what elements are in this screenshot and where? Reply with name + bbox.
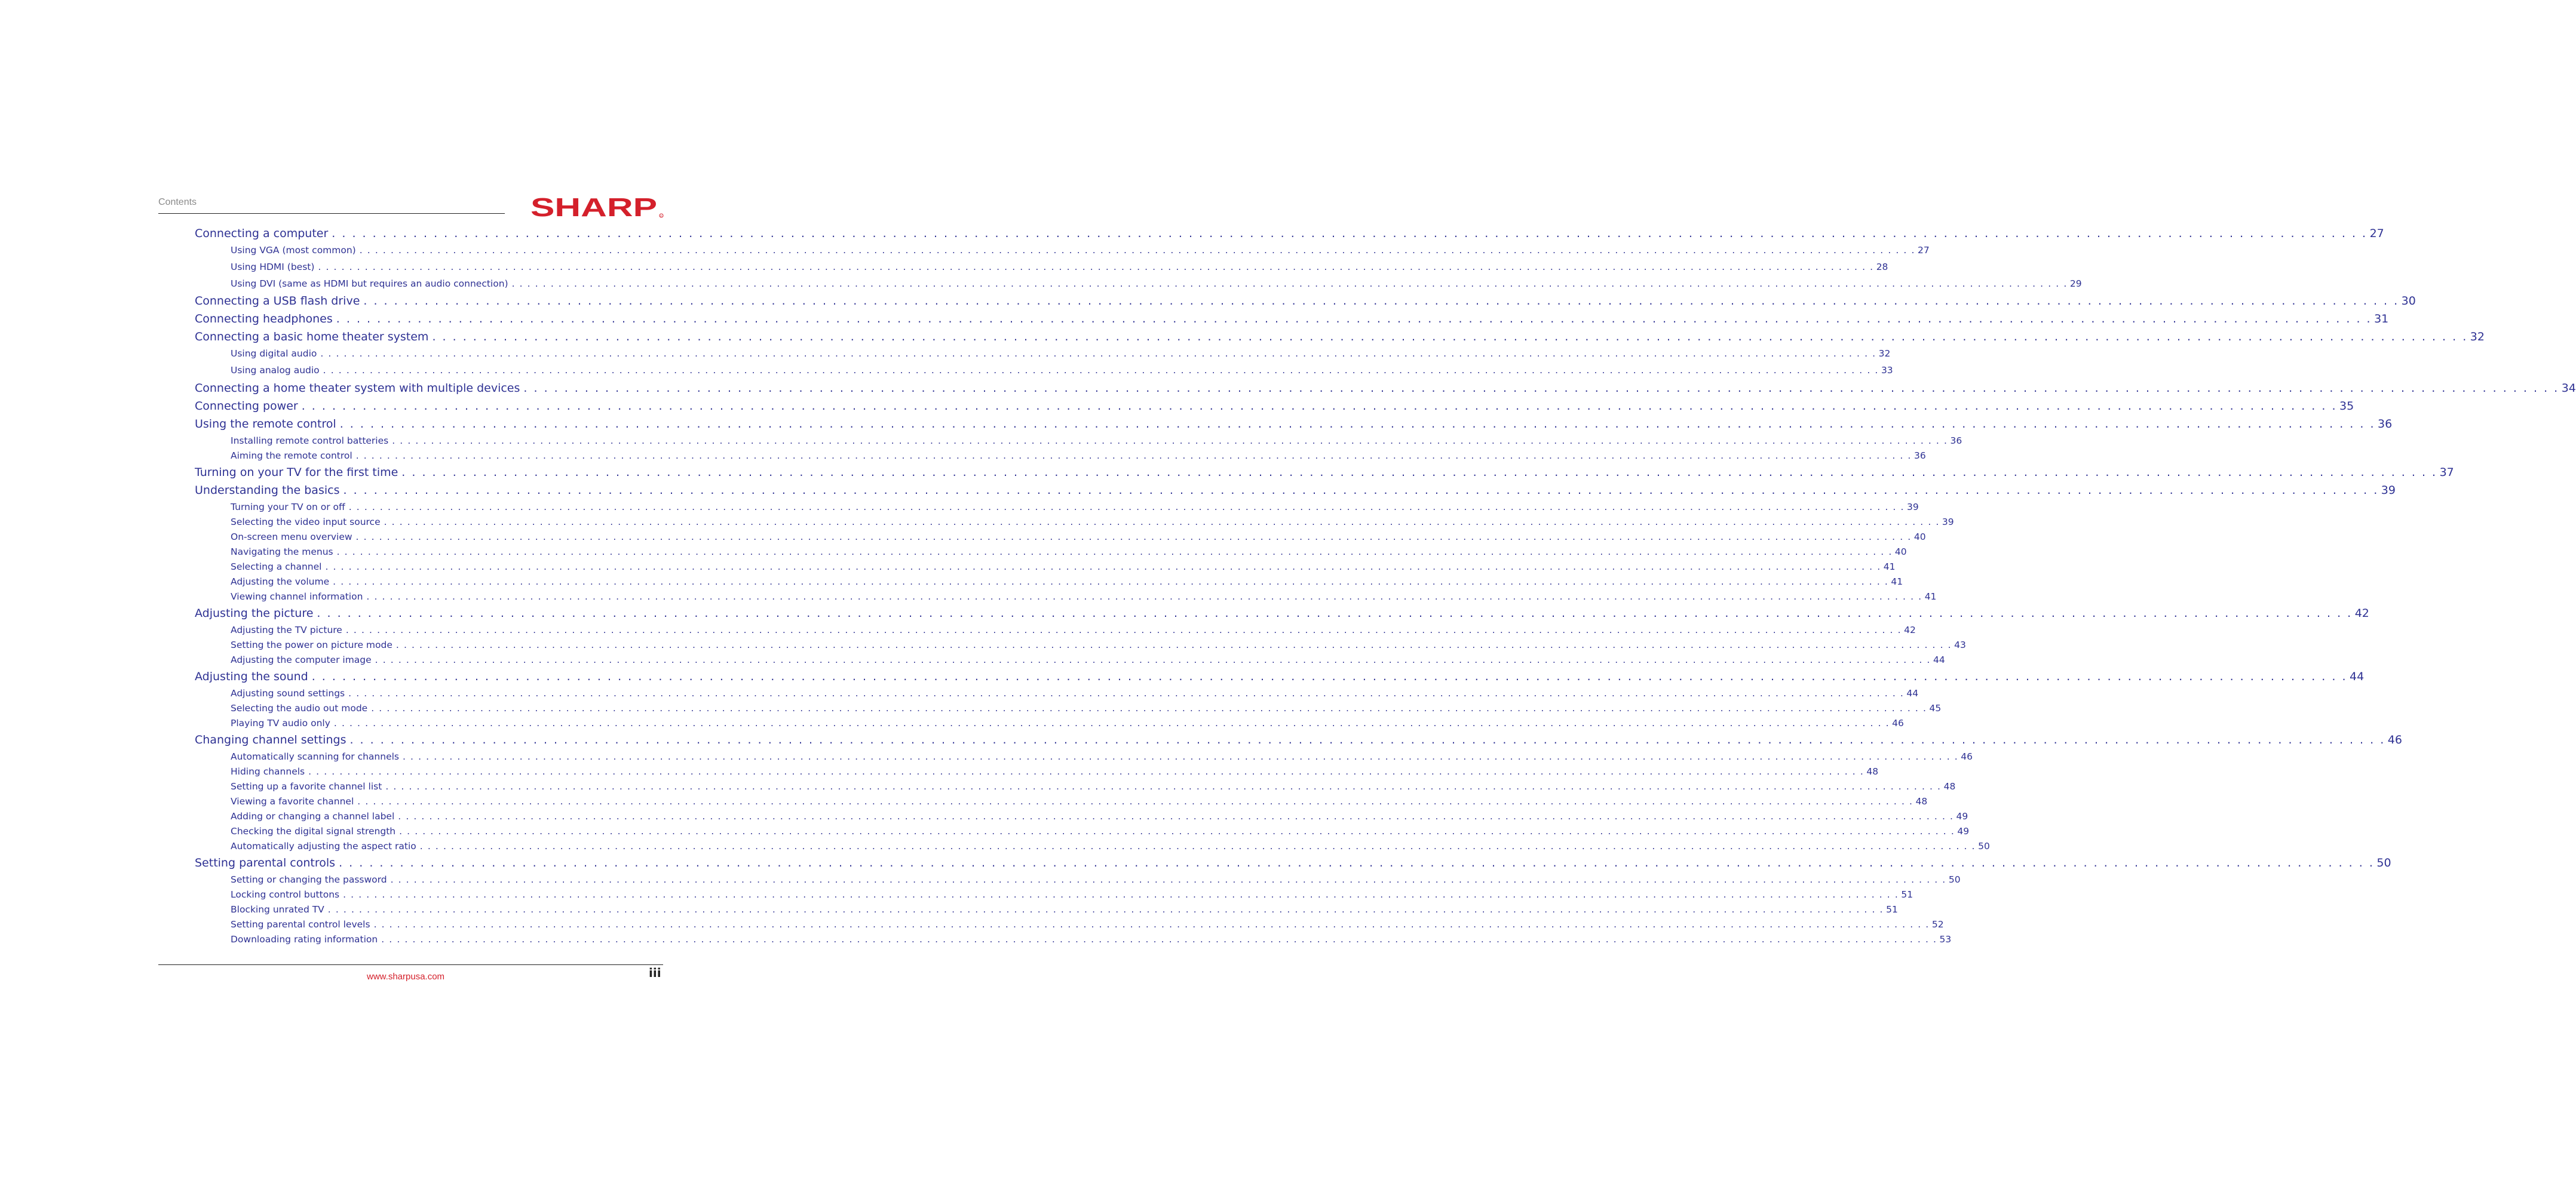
- toc-entry-page: 36: [1913, 450, 1926, 461]
- toc-entry-page: 46: [2387, 733, 2402, 746]
- toc-entry-title: Selecting the audio out mode: [231, 703, 368, 714]
- toc-entry-page: 45: [1929, 703, 1942, 714]
- dot-leader: . . . . . . . . . . . . . . . . . . . . . . . . . . . . . . . . . . . . . . . . . . . . . . . . . . . . . . . . . . . . . . . . . . . . . . . . . . . . . . . . . . . . . . . . . . . . . . . . . . . . . . . . . . . . . . . . . . . . . . . . . . . . . . . . . . . . . . . . . . . . . . . . . . . . . . . . . . . . . . . . . . . . . . . . . . . . . . . . . . . . . . . . . . . . . . . . . . . . . . . .: [371, 703, 1927, 714]
- toc-entry-title: Setting parental controls: [195, 856, 336, 869]
- toc-entry-title: Turning on your TV for the first time: [195, 466, 398, 479]
- toc-entry-subsection[interactable]: [231, 903, 1898, 916]
- toc-entry-page: 50: [1948, 874, 1961, 885]
- dot-leader: . . . . . . . . . . . . . . . . . . . . . . . . . . . . . . . . . . . . . . . . . . . . . . . . . . . . . . . . . . . . . . . . . . . . . . . . . . . . . . . . . . . . . . . . . . . . . . . . . . . . . . . . . . . . . . . . . . . . . . . . . . . . . . . . . . . . . . . . . . . . . . . . . . . . . . . . . . . . . . . . . . . . . . . . . . . . . . . . . . . . . . . . . . . . . . . . . . . . . . . .: [355, 531, 1912, 542]
- toc-entry-page: 42: [1904, 625, 1916, 635]
- toc-entry-section[interactable]: [195, 398, 2354, 414]
- toc-entry-title: Setting parental control levels: [231, 919, 370, 930]
- toc-entry-page: 39: [1942, 517, 1954, 527]
- toc-entry-page: 31: [2374, 312, 2389, 325]
- toc-entry-page: 46: [1892, 718, 1904, 729]
- dot-leader: . . . . . . . . . . . . . . . . . . . . . . . . . . . . . . . . . . . . . . . . . . . . . . . . . . . . . . . . . . . . . . . . . . . . . . . . . . . . . . . . . . . . . . . . . . . . . . . . . . . . . . . . . . . . . . . . . . . . . . . . . . . . . . . . . . . . . . . . . . . . . . . . . . . . . . . . . . . . . . . . . . . . . . . . . . . . . . . . . . . . . . . . . . . . . . . . . . . . . . . .: [323, 365, 1879, 376]
- dot-leader: . . . . . . . . . . . . . . . . . . . . . . . . . . . . . . . . . . . . . . . . . . . . . . . . . . . . . . . . . . . . . . . . . . . . . . . . . . . . . . . . . . . . . . . . . . . . . . . . . . . . . . . . . . . . . . . . . . . . . . . . . . . . . . . . . . . . . . . . . . . . . . . . . . . . . . . . . . . . . . . . . . . . . . . . . . . . . . . . . . . . . . . . . . . . . . . . . . . . . . . .: [339, 417, 2375, 431]
- toc-entry-page: 51: [1886, 904, 1898, 915]
- dot-leader: . . . . . . . . . . . . . . . . . . . . . . . . . . . . . . . . . . . . . . . . . . . . . . . . . . . . . . . . . . . . . . . . . . . . . . . . . . . . . . . . . . . . . . . . . . . . . . . . . . . . . . . . . . . . . . . . . . . . . . . . . . . . . . . . . . . . . . . . . . . . . . . . . . . . . . . . . . . . . . . . . . . . . . . . . . . . . . . . . . . . . . . . . . . . . . . . . . . . . . . .: [348, 688, 1905, 699]
- dot-leader: . . . . . . . . . . . . . . . . . . . . . . . . . . . . . . . . . . . . . . . . . . . . . . . . . . . . . . . . . . . . . . . . . . . . . . . . . . . . . . . . . . . . . . . . . . . . . . . . . . . . . . . . . . . . . . . . . . . . . . . . . . . . . . . . . . . . . . . . . . . . . . . . . . . . . . . . . . . . . . . . . . . . . . . . . . . . . . . . . . . . . . . . . . . . . . . . . . . . . . . .: [332, 227, 2368, 240]
- dot-leader: . . . . . . . . . . . . . . . . . . . . . . . . . . . . . . . . . . . . . . . . . . . . . . . . . . . . . . . . . . . . . . . . . . . . . . . . . . . . . . . . . . . . . . . . . . . . . . . . . . . . . . . . . . . . . . . . . . . . . . . . . . . . . . . . . . . . . . . . . . . . . . . . . . . . . . . . . . . . . . . . . . . . . . . . . . . . . . . . . . . . . . . . . . . . . . . . . . . . . . . .: [336, 312, 2372, 325]
- toc-entry-page: 52: [1931, 919, 1944, 930]
- dot-leader: . . . . . . . . . . . . . . . . . . . . . . . . . . . . . . . . . . . . . . . . . . . . . . . . . . . . . . . . . . . . . . . . . . . . . . . . . . . . . . . . . . . . . . . . . . . . . . . . . . . . . . . . . . . . . . . . . . . . . . . . . . . . . . . . . . . . . . . . . . . . . . . . . . . . . . . . . . . . . . . . . . . . . . . . . . . . . . . . . . . . . . . . . . . . . . . . . . . . . . . .: [343, 484, 2379, 497]
- toc-entry-page: 48: [1943, 781, 1956, 792]
- dot-leader: . . . . . . . . . . . . . . . . . . . . . . . . . . . . . . . . . . . . . . . . . . . . . . . . . . . . . . . . . . . . . . . . . . . . . . . . . . . . . . . . . . . . . . . . . . . . . . . . . . . . . . . . . . . . . . . . . . . . . . . . . . . . . . . . . . . . . . . . . . . . . . . . . . . . . . . . . . . . . . . . . . . . . . . . . . . . . . . . . . . . . . . . . . . . . . . . . . . . . . . .: [325, 561, 1881, 572]
- toc-entry-page: 28: [1876, 262, 1888, 272]
- toc-entry-subsection[interactable]: [231, 449, 1926, 462]
- toc-entry-title: Adjusting the computer image: [231, 655, 372, 665]
- toc-entry-page: 37: [2439, 466, 2454, 479]
- dot-leader: . . . . . . . . . . . . . . . . . . . . . . . . . . . . . . . . . . . . . . . . . . . . . . . . . . . . . . . . . . . . . . . . . . . . . . . . . . . . . . . . . . . . . . . . . . . . . . . . . . . . . . . . . . . . . . . . . . . . . . . . . . . . . . . . . . . . . . . . . . . . . . . . . . . . . . . . . . . . . . . . . . . . . . . . . . . . . . . . . . . . . . . . . . . . . . . . . . . . . . . .: [375, 655, 1931, 665]
- section-label: Contents: [158, 197, 197, 207]
- toc-entry-title: Connecting a basic home theater system: [195, 330, 429, 343]
- toc-entry-page: 44: [2349, 670, 2365, 683]
- dot-leader: . . . . . . . . . . . . . . . . . . . . . . . . . . . . . . . . . . . . . . . . . . . . . . . . . . . . . . . . . . . . . . . . . . . . . . . . . . . . . . . . . . . . . . . . . . . . . . . . . . . . . . . . . . . . . . . . . . . . . . . . . . . . . . . . . . . . . . . . . . . . . . . . . . . . . . . . . . . . . . . . . . . . . . . . . . . . . . . . . . . . . . . . . . . . . . . . . . . . . . . .: [359, 245, 1916, 256]
- toc-entry-title: Using analog audio: [231, 365, 320, 376]
- toc-entry-title: Adjusting the sound: [195, 670, 308, 683]
- toc-entry-title: Adjusting the TV picture: [231, 625, 342, 635]
- toc-entry-title: Connecting a computer: [195, 227, 329, 240]
- toc-entry-subsection[interactable]: [231, 653, 1945, 666]
- toc-entry-title: Aiming the remote control: [231, 450, 352, 461]
- toc-entry-section[interactable]: [195, 606, 2369, 621]
- dot-leader: . . . . . . . . . . . . . . . . . . . . . . . . . . . . . . . . . . . . . . . . . . . . . . . . . . . . . . . . . . . . . . . . . . . . . . . . . . . . . . . . . . . . . . . . . . . . . . . . . . . . . . . . . . . . . . . . . . . . . . . . . . . . . . . . . . . . . . . . . . . . . . . . . . . . . . . . . . . . . . . . . . . . . . . . . . . . . . . . . . . . . . . . . . . . . . . . . . . . . . . .: [373, 919, 1930, 930]
- dot-leader: . . . . . . . . . . . . . . . . . . . . . . . . . . . . . . . . . . . . . . . . . . . . . . . . . . . . . . . . . . . . . . . . . . . . . . . . . . . . . . . . . . . . . . . . . . . . . . . . . . . . . . . . . . . . . . . . . . . . . . . . . . . . . . . . . . . . . . . . . . . . . . . . . . . . . . . . . . . . . . . . . . . . . . . . . . . . . . . . . . . . . . . . . . . . . . . . . . . . . . . .: [308, 766, 1864, 777]
- dot-leader: . . . . . . . . . . . . . . . . . . . . . . . . . . . . . . . . . . . . . . . . . . . . . . . . . . . . . . . . . . . . . . . . . . . . . . . . . . . . . . . . . . . . . . . . . . . . . . . . . . . . . . . . . . . . . . . . . . . . . . . . . . . . . . . . . . . . . . . . . . . . . . . . . . . . . . . . . . . . . . . . . . . . . . . . . . . . . . . . . . . . . . . . . . . . . . . . . . . . . . . .: [311, 670, 2347, 683]
- toc-entry-title: Setting the power on picture mode: [231, 640, 392, 650]
- toc-entry-subsection[interactable]: [231, 873, 1961, 886]
- toc-entry-subsection[interactable]: [231, 434, 1962, 447]
- toc-entry-page: 32: [2470, 330, 2485, 343]
- dot-leader: . . . . . . . . . . . . . . . . . . . . . . . . . . . . . . . . . . . . . . . . . . . . . . . . . . . . . . . . . . . . . . . . . . . . . . . . . . . . . . . . . . . . . . . . . . . . . . . . . . . . . . . . . . . . . . . . . . . . . . . . . . . . . . . . . . . . . . . . . . . . . . . . . . . . . . . . . . . . . . . . . . . . . . . . . . . . . . . . . . . . . . . . . . . . . . . . . . . . . . . .: [327, 904, 1884, 915]
- toc-entry-page: 41: [1924, 591, 1937, 602]
- toc-entry-page: 49: [1957, 826, 1970, 837]
- dot-leader: . . . . . . . . . . . . . . . . . . . . . . . . . . . . . . . . . . . . . . . . . . . . . . . . . . . . . . . . . . . . . . . . . . . . . . . . . . . . . . . . . . . . . . . . . . . . . . . . . . . . . . . . . . . . . . . . . . . . . . . . . . . . . . . . . . . . . . . . . . . . . . . . . . . . . . . . . . . . . . . . . . . . . . . . . . . . . . . . . . . . . . . . . . . . . . . . . . . . . . . .: [363, 294, 2399, 308]
- toc-entry-title: Turning your TV on or off: [231, 502, 345, 512]
- toc-entry-page: 39: [2381, 484, 2396, 497]
- toc-entry-section[interactable]: [195, 329, 2485, 345]
- toc-entry-title: Using the remote control: [195, 417, 336, 431]
- dot-leader: . . . . . . . . . . . . . . . . . . . . . . . . . . . . . . . . . . . . . . . . . . . . . . . . . . . . . . . . . . . . . . . . . . . . . . . . . . . . . . . . . . . . . . . . . . . . . . . . . . . . . . . . . . . . . . . . . . . . . . . . . . . . . . . . . . . . . . . . . . . . . . . . . . . . . . . . . . . . . . . . . . . . . . . . . . . . . . . . . . . . . . . . . . . . . . . . . . . . . . . .: [401, 466, 2437, 479]
- toc-entry-subsection[interactable]: [231, 780, 1956, 793]
- dot-leader: . . . . . . . . . . . . . . . . . . . . . . . . . . . . . . . . . . . . . . . . . . . . . . . . . . . . . . . . . . . . . . . . . . . . . . . . . . . . . . . . . . . . . . . . . . . . . . . . . . . . . . . . . . . . . . . . . . . . . . . . . . . . . . . . . . . . . . . . . . . . . . . . . . . . . . . . . . . . . . . . . . . . . . . . . . . . . . . . . . . . . . . . . . . . . . . . . . . . . . . .: [318, 262, 1874, 272]
- svg-text:R: R: [660, 214, 663, 217]
- toc-entry-page: 41: [1891, 576, 1903, 587]
- toc-entry-title: Changing channel settings: [195, 733, 346, 746]
- toc-entry-subsection[interactable]: [231, 795, 1928, 808]
- toc-entry-title: Using DVI (same as HDMI but requires an audio connection): [231, 278, 508, 289]
- toc-entry-title: Setting up a favorite channel list: [231, 781, 382, 792]
- toc-entry-title: Adding or changing a channel label: [231, 811, 395, 822]
- toc-entry-section[interactable]: [195, 465, 2454, 480]
- toc-entry-title: On-screen menu overview: [231, 531, 352, 542]
- dot-leader: . . . . . . . . . . . . . . . . . . . . . . . . . . . . . . . . . . . . . . . . . . . . . . . . . . . . . . . . . . . . . . . . . . . . . . . . . . . . . . . . . . . . . . . . . . . . . . . . . . . . . . . . . . . . . . . . . . . . . . . . . . . . . . . . . . . . . . . . . . . . . . . . . . . . . . . . . . . . . . . . . . . . . . . . . . . . . . . . . . . . . . . . . . . . . . . . . . . . . . . .: [357, 796, 1913, 807]
- toc-entry-subsection[interactable]: [231, 277, 2082, 290]
- toc-entry-page: 50: [2376, 856, 2391, 869]
- toc-entry-subsection[interactable]: [231, 545, 1907, 558]
- toc-entry-title: Installing remote control batteries: [231, 435, 389, 446]
- toc-entry-title: Understanding the basics: [195, 484, 340, 497]
- toc-entry-page: 48: [1915, 796, 1928, 807]
- toc-entry-title: Using HDMI (best): [231, 262, 315, 272]
- toc-entry-subsection[interactable]: [231, 638, 1966, 652]
- toc-entry-title: Using digital audio: [231, 348, 317, 359]
- dot-leader: . . . . . . . . . . . . . . . . . . . . . . . . . . . . . . . . . . . . . . . . . . . . . . . . . . . . . . . . . . . . . . . . . . . . . . . . . . . . . . . . . . . . . . . . . . . . . . . . . . . . . . . . . . . . . . . . . . . . . . . . . . . . . . . . . . . . . . . . . . . . . . . . . . . . . . . . . . . . . . . . . . . . . . . . . . . . . . . . . . . . . . . . . . . . . . . . . . . . . . . .: [320, 348, 1876, 359]
- dot-leader: . . . . . . . . . . . . . . . . . . . . . . . . . . . . . . . . . . . . . . . . . . . . . . . . . . . . . . . . . . . . . . . . . . . . . . . . . . . . . . . . . . . . . . . . . . . . . . . . . . . . . . . . . . . . . . . . . . . . . . . . . . . . . . . . . . . . . . . . . . . . . . . . . . . . . . . . . . . . . . . . . . . . . . . . . . . . . . . . . . . . . . . . . . . . . . . . . . . . . . . .: [511, 278, 2068, 289]
- toc-entry-subsection[interactable]: [231, 810, 1968, 823]
- toc-entry-title: Selecting a channel: [231, 561, 322, 572]
- dot-leader: . . . . . . . . . . . . . . . . . . . . . . . . . . . . . . . . . . . . . . . . . . . . . . . . . . . . . . . . . . . . . . . . . . . . . . . . . . . . . . . . . . . . . . . . . . . . . . . . . . . . . . . . . . . . . . . . . . . . . . . . . . . . . . . . . . . . . . . . . . . . . . . . . . . . . . . . . . . . . . . . . . . . . . . . . . . . . . . . . . . . . . . . . . . . . . . . . . . . . . . .: [345, 625, 1902, 635]
- dot-leader: . . . . . . . . . . . . . . . . . . . . . . . . . . . . . . . . . . . . . . . . . . . . . . . . . . . . . . . . . . . . . . . . . . . . . . . . . . . . . . . . . . . . . . . . . . . . . . . . . . . . . . . . . . . . . . . . . . . . . . . . . . . . . . . . . . . . . . . . . . . . . . . . . . . . . . . . . . . . . . . . . . . . . . . . . . . . . . . . . . . . . . . . . . . . . . . . . . . . . . . .: [398, 811, 1954, 822]
- toc-entry-page: 46: [1961, 751, 1973, 762]
- toc-entry-title: Adjusting the volume: [231, 576, 330, 587]
- svg-text:SHARP: SHARP: [530, 193, 657, 222]
- dot-leader: . . . . . . . . . . . . . . . . . . . . . . . . . . . . . . . . . . . . . . . . . . . . . . . . . . . . . . . . . . . . . . . . . . . . . . . . . . . . . . . . . . . . . . . . . . . . . . . . . . . . . . . . . . . . . . . . . . . . . . . . . . . . . . . . . . . . . . . . . . . . . . . . . . . . . . . . . . . . . . . . . . . . . . . . . . . . . . . . . . . . . . . . . . . . . . . . . . . . . . . .: [348, 502, 1905, 512]
- toc-entry-title: Connecting a home theater system with multiple devices: [195, 382, 520, 395]
- toc-entry-title: Checking the digital signal strength: [231, 826, 396, 837]
- toc-entry-subsection[interactable]: [231, 933, 1952, 946]
- toc-entry-title: Adjusting sound settings: [231, 688, 345, 699]
- toc-entry-page: 43: [1954, 640, 1966, 650]
- toc-entry-title: Automatically scanning for channels: [231, 751, 399, 762]
- toc-entry-page: 53: [1939, 934, 1952, 945]
- toc-entry-subsection[interactable]: [231, 750, 1973, 763]
- toc-entry-title: Setting or changing the password: [231, 874, 387, 885]
- toc-entry-subsection[interactable]: [231, 260, 1888, 274]
- toc-entry-subsection[interactable]: [231, 888, 1913, 901]
- toc-entry-page: 27: [1918, 245, 1930, 256]
- dot-leader: . . . . . . . . . . . . . . . . . . . . . . . . . . . . . . . . . . . . . . . . . . . . . . . . . . . . . . . . . . . . . . . . . . . . . . . . . . . . . . . . . . . . . . . . . . . . . . . . . . . . . . . . . . . . . . . . . . . . . . . . . . . . . . . . . . . . . . . . . . . . . . . . . . . . . . . . . . . . . . . . . . . . . . . . . . . . . . . . . . . . . . . . . . . . . . . . . . . . . . . .: [355, 450, 1912, 461]
- toc-entry-subsection[interactable]: [231, 918, 1944, 931]
- toc-entry-section[interactable]: [195, 669, 2365, 684]
- dot-leader: . . . . . . . . . . . . . . . . . . . . . . . . . . . . . . . . . . . . . . . . . . . . . . . . . . . . . . . . . . . . . . . . . . . . . . . . . . . . . . . . . . . . . . . . . . . . . . . . . . . . . . . . . . . . . . . . . . . . . . . . . . . . . . . . . . . . . . . . . . . . . . . . . . . . . . . . . . . . . . . . . . . . . . . . . . . . . . . . . . . . . . . . . . . . . . . . . . . . . . . .: [339, 856, 2375, 869]
- dot-leader: . . . . . . . . . . . . . . . . . . . . . . . . . . . . . . . . . . . . . . . . . . . . . . . . . . . . . . . . . . . . . . . . . . . . . . . . . . . . . . . . . . . . . . . . . . . . . . . . . . . . . . . . . . . . . . . . . . . . . . . . . . . . . . . . . . . . . . . . . . . . . . . . . . . . . . . . . . . . . . . . . . . . . . . . . . . . . . . . . . . . . . . . . . . . . . . . . . . . . . . .: [432, 330, 2468, 343]
- toc-entry-subsection[interactable]: [231, 560, 1896, 573]
- toc-entry-title: Navigating the menus: [231, 546, 333, 557]
- dot-leader: . . . . . . . . . . . . . . . . . . . . . . . . . . . . . . . . . . . . . . . . . . . . . . . . . . . . . . . . . . . . . . . . . . . . . . . . . . . . . . . . . . . . . . . . . . . . . . . . . . . . . . . . . . . . . . . . . . . . . . . . . . . . . . . . . . . . . . . . . . . . . . . . . . . . . . . . . . . . . . . . . . . . . . . . . . . . . . . . . . . . . . . . . . . . . . . . . . . . . . . .: [384, 517, 1940, 527]
- dot-leader: . . . . . . . . . . . . . . . . . . . . . . . . . . . . . . . . . . . . . . . . . . . . . . . . . . . . . . . . . . . . . . . . . . . . . . . . . . . . . . . . . . . . . . . . . . . . . . . . . . . . . . . . . . . . . . . . . . . . . . . . . . . . . . . . . . . . . . . . . . . . . . . . . . . . . . . . . . . . . . . . . . . . . . . . . . . . . . . . . . . . . . . . . . . . . . . . . . . . . . . .: [343, 889, 1899, 900]
- toc-entry-page: 44: [1906, 688, 1919, 699]
- toc-entry-title: Locking control buttons: [231, 889, 340, 900]
- toc-entry-page: 36: [1950, 435, 1962, 446]
- toc-entry-title: Selecting the video input source: [231, 517, 381, 527]
- toc-entry-title: Connecting power: [195, 400, 298, 413]
- toc-entry-subsection[interactable]: [231, 347, 1891, 360]
- toc-entry-page: 49: [1956, 811, 1968, 822]
- toc-entry-page: 32: [1878, 348, 1891, 359]
- toc-entry-page: 51: [1901, 889, 1913, 900]
- toc-entry-page: 50: [1978, 841, 1990, 852]
- toc-entry-section[interactable]: [195, 483, 2396, 498]
- dot-leader: . . . . . . . . . . . . . . . . . . . . . . . . . . . . . . . . . . . . . . . . . . . . . . . . . . . . . . . . . . . . . . . . . . . . . . . . . . . . . . . . . . . . . . . . . . . . . . . . . . . . . . . . . . . . . . . . . . . . . . . . . . . . . . . . . . . . . . . . . . . . . . . . . . . . . . . . . . . . . . . . . . . . . . . . . . . . . . . . . . . . . . . . . . . . . . . . . . . . . . . .: [333, 576, 1889, 587]
- toc-entry-title: Automatically adjusting the aspect ratio: [231, 841, 416, 852]
- toc-entry-section[interactable]: [195, 380, 2576, 396]
- toc-entry-section[interactable]: [195, 416, 2393, 432]
- toc-entry-page: 29: [2069, 278, 2082, 289]
- toc-entry-title: Downloading rating information: [231, 934, 378, 945]
- toc-entry-page: 27: [2369, 227, 2384, 240]
- toc-entry-subsection[interactable]: [231, 840, 1990, 853]
- toc-entry-page: 34: [2561, 382, 2576, 395]
- dot-leader: . . . . . . . . . . . . . . . . . . . . . . . . . . . . . . . . . . . . . . . . . . . . . . . . . . . . . . . . . . . . . . . . . . . . . . . . . . . . . . . . . . . . . . . . . . . . . . . . . . . . . . . . . . . . . . . . . . . . . . . . . . . . . . . . . . . . . . . . . . . . . . . . . . . . . . . . . . . . . . . . . . . . . . . . . . . . . . . . . . . . . . . . . . . . . . . . . . . . . . . .: [385, 781, 1942, 792]
- toc-entry-subsection[interactable]: [231, 765, 1879, 778]
- toc-entry-page: 40: [1913, 531, 1926, 542]
- toc-entry-subsection[interactable]: [231, 364, 1893, 377]
- page-number: iii: [649, 966, 661, 980]
- toc-entry-page: 36: [2377, 417, 2393, 431]
- toc-entry-section[interactable]: [195, 293, 2416, 309]
- dot-leader: . . . . . . . . . . . . . . . . . . . . . . . . . . . . . . . . . . . . . . . . . . . . . . . . . . . . . . . . . . . . . . . . . . . . . . . . . . . . . . . . . . . . . . . . . . . . . . . . . . . . . . . . . . . . . . . . . . . . . . . . . . . . . . . . . . . . . . . . . . . . . . . . . . . . . . . . . . . . . . . . . . . . . . . . . . . . . . . . . . . . . . . . . . . . . . . . . . . . . . . .: [366, 591, 1922, 602]
- dot-leader: . . . . . . . . . . . . . . . . . . . . . . . . . . . . . . . . . . . . . . . . . . . . . . . . . . . . . . . . . . . . . . . . . . . . . . . . . . . . . . . . . . . . . . . . . . . . . . . . . . . . . . . . . . . . . . . . . . . . . . . . . . . . . . . . . . . . . . . . . . . . . . . . . . . . . . . . . . . . . . . . . . . . . . . . . . . . . . . . . . . . . . . . . . . . . . . . . . . . . . . .: [381, 934, 1937, 945]
- toc-entry-section[interactable]: [195, 855, 2391, 871]
- toc-entry-subsection[interactable]: [231, 530, 1926, 543]
- toc-entry-title: Connecting a USB flash drive: [195, 294, 360, 308]
- toc-entry-page: 30: [2401, 294, 2416, 308]
- toc-entry-subsection[interactable]: [231, 623, 1916, 637]
- toc-entry-subsection[interactable]: [231, 702, 1942, 715]
- toc-entry-subsection[interactable]: [231, 500, 1919, 514]
- dot-leader: . . . . . . . . . . . . . . . . . . . . . . . . . . . . . . . . . . . . . . . . . . . . . . . . . . . . . . . . . . . . . . . . . . . . . . . . . . . . . . . . . . . . . . . . . . . . . . . . . . . . . . . . . . . . . . . . . . . . . . . . . . . . . . . . . . . . . . . . . . . . . . . . . . . . . . . . . . . . . . . . . . . . . . . . . . . . . . . . . . . . . . . . . . . . . . . . . . . . . . . .: [395, 640, 1952, 650]
- footer-rule: [158, 964, 663, 965]
- dot-leader: . . . . . . . . . . . . . . . . . . . . . . . . . . . . . . . . . . . . . . . . . . . . . . . . . . . . . . . . . . . . . . . . . . . . . . . . . . . . . . . . . . . . . . . . . . . . . . . . . . . . . . . . . . . . . . . . . . . . . . . . . . . . . . . . . . . . . . . . . . . . . . . . . . . . . . . . . . . . . . . . . . . . . . . . . . . . . . . . . . . . . . . . . . . . . . . . . . . . . . . .: [399, 826, 1955, 837]
- toc-entry-title: Viewing channel information: [231, 591, 363, 602]
- toc-entry-subsection[interactable]: [231, 717, 1904, 730]
- toc-entry-page: 41: [1883, 561, 1896, 572]
- toc-entry-title: Viewing a favorite channel: [231, 796, 354, 807]
- toc-entry-page: 44: [1933, 655, 1945, 665]
- toc-entry-page: 42: [2354, 607, 2369, 620]
- toc-entry-page: 33: [1881, 365, 1893, 376]
- dot-leader: . . . . . . . . . . . . . . . . . . . . . . . . . . . . . . . . . . . . . . . . . . . . . . . . . . . . . . . . . . . . . . . . . . . . . . . . . . . . . . . . . . . . . . . . . . . . . . . . . . . . . . . . . . . . . . . . . . . . . . . . . . . . . . . . . . . . . . . . . . . . . . . . . . . . . . . . . . . . . . . . . . . . . . . . . . . . . . . . . . . . . . . . . . . . . . . . . . . . . . . .: [403, 751, 1959, 762]
- toc-entry-subsection[interactable]: [231, 515, 1954, 528]
- toc-entry-page: 40: [1894, 546, 1907, 557]
- dot-leader: . . . . . . . . . . . . . . . . . . . . . . . . . . . . . . . . . . . . . . . . . . . . . . . . . . . . . . . . . . . . . . . . . . . . . . . . . . . . . . . . . . . . . . . . . . . . . . . . . . . . . . . . . . . . . . . . . . . . . . . . . . . . . . . . . . . . . . . . . . . . . . . . . . . . . . . . . . . . . . . . . . . . . . . . . . . . . . . . . . . . . . . . . . . . . . . . . . . . . . . .: [390, 874, 1946, 885]
- toc-entry-title: Playing TV audio only: [231, 718, 330, 729]
- toc-entry-subsection[interactable]: [231, 687, 1919, 700]
- toc-entry-section[interactable]: [195, 311, 2389, 327]
- dot-leader: . . . . . . . . . . . . . . . . . . . . . . . . . . . . . . . . . . . . . . . . . . . . . . . . . . . . . . . . . . . . . . . . . . . . . . . . . . . . . . . . . . . . . . . . . . . . . . . . . . . . . . . . . . . . . . . . . . . . . . . . . . . . . . . . . . . . . . . . . . . . . . . . . . . . . . . . . . . . . . . . . . . . . . . . . . . . . . . . . . . . . . . . . . . . . . . . . . . . . . . .: [392, 435, 1948, 446]
- toc-entry-page: 35: [2339, 400, 2354, 413]
- dot-leader: . . . . . . . . . . . . . . . . . . . . . . . . . . . . . . . . . . . . . . . . . . . . . . . . . . . . . . . . . . . . . . . . . . . . . . . . . . . . . . . . . . . . . . . . . . . . . . . . . . . . . . . . . . . . . . . . . . . . . . . . . . . . . . . . . . . . . . . . . . . . . . . . . . . . . . . . . . . . . . . . . . . . . . . . . . . . . . . . . . . . . . . . . . . . . . . . . . . . . . . .: [336, 546, 1893, 557]
- dot-leader: . . . . . . . . . . . . . . . . . . . . . . . . . . . . . . . . . . . . . . . . . . . . . . . . . . . . . . . . . . . . . . . . . . . . . . . . . . . . . . . . . . . . . . . . . . . . . . . . . . . . . . . . . . . . . . . . . . . . . . . . . . . . . . . . . . . . . . . . . . . . . . . . . . . . . . . . . . . . . . . . . . . . . . . . . . . . . . . . . . . . . . . . . . . . . . . . . . . . . . . .: [349, 733, 2385, 746]
- toc-entry-title: Hiding channels: [231, 766, 305, 777]
- toc-entry-title: Connecting headphones: [195, 312, 333, 325]
- toc-entry-subsection[interactable]: [231, 590, 1937, 603]
- toc-entry-page: 48: [1866, 766, 1879, 777]
- toc-entry-section[interactable]: [195, 732, 2402, 748]
- toc-entry-title: Blocking unrated TV: [231, 904, 324, 915]
- toc-entry-section[interactable]: [195, 226, 2384, 241]
- toc-entry-subsection[interactable]: [231, 825, 1970, 838]
- dot-leader: . . . . . . . . . . . . . . . . . . . . . . . . . . . . . . . . . . . . . . . . . . . . . . . . . . . . . . . . . . . . . . . . . . . . . . . . . . . . . . . . . . . . . . . . . . . . . . . . . . . . . . . . . . . . . . . . . . . . . . . . . . . . . . . . . . . . . . . . . . . . . . . . . . . . . . . . . . . . . . . . . . . . . . . . . . . . . . . . . . . . . . . . . . . . . . . . . . . . . . . .: [317, 607, 2353, 620]
- toc-entry-page: 39: [1907, 502, 1919, 512]
- dot-leader: . . . . . . . . . . . . . . . . . . . . . . . . . . . . . . . . . . . . . . . . . . . . . . . . . . . . . . . . . . . . . . . . . . . . . . . . . . . . . . . . . . . . . . . . . . . . . . . . . . . . . . . . . . . . . . . . . . . . . . . . . . . . . . . . . . . . . . . . . . . . . . . . . . . . . . . . . . . . . . . . . . . . . . . . . . . . . . . . . . . . . . . . . . . . . . . . . . . . . . . .: [419, 841, 1976, 852]
- dot-leader: . . . . . . . . . . . . . . . . . . . . . . . . . . . . . . . . . . . . . . . . . . . . . . . . . . . . . . . . . . . . . . . . . . . . . . . . . . . . . . . . . . . . . . . . . . . . . . . . . . . . . . . . . . . . . . . . . . . . . . . . . . . . . . . . . . . . . . . . . . . . . . . . . . . . . . . . . . . . . . . . . . . . . . . . . . . . . . . . . . . . . . . . . . . . . . . . . . . . . . . .: [301, 400, 2337, 413]
- footer-link[interactable]: www.sharpusa.com: [367, 972, 445, 982]
- dot-leader: . . . . . . . . . . . . . . . . . . . . . . . . . . . . . . . . . . . . . . . . . . . . . . . . . . . . . . . . . . . . . . . . . . . . . . . . . . . . . . . . . . . . . . . . . . . . . . . . . . . . . . . . . . . . . . . . . . . . . . . . . . . . . . . . . . . . . . . . . . . . . . . . . . . . . . . . . . . . . . . . . . . . . . . . . . . . . . . . . . . . . . . . . . . . . . . . . . . . . . . .: [333, 718, 1890, 729]
- dot-leader: . . . . . . . . . . . . . . . . . . . . . . . . . . . . . . . . . . . . . . . . . . . . . . . . . . . . . . . . . . . . . . . . . . . . . . . . . . . . . . . . . . . . . . . . . . . . . . . . . . . . . . . . . . . . . . . . . . . . . . . . . . . . . . . . . . . . . . . . . . . . . . . . . . . . . . . . . . . . . . . . . . . . . . . . . . . . . . . . . . . . . . . . . . . . . . . . . . . . . . . .: [523, 382, 2559, 395]
- toc-entry-title: Using VGA (most common): [231, 245, 356, 256]
- toc-entry-subsection[interactable]: [231, 244, 1930, 257]
- toc-entry-subsection[interactable]: [231, 575, 1903, 588]
- toc-entry-title: Adjusting the picture: [195, 607, 314, 620]
